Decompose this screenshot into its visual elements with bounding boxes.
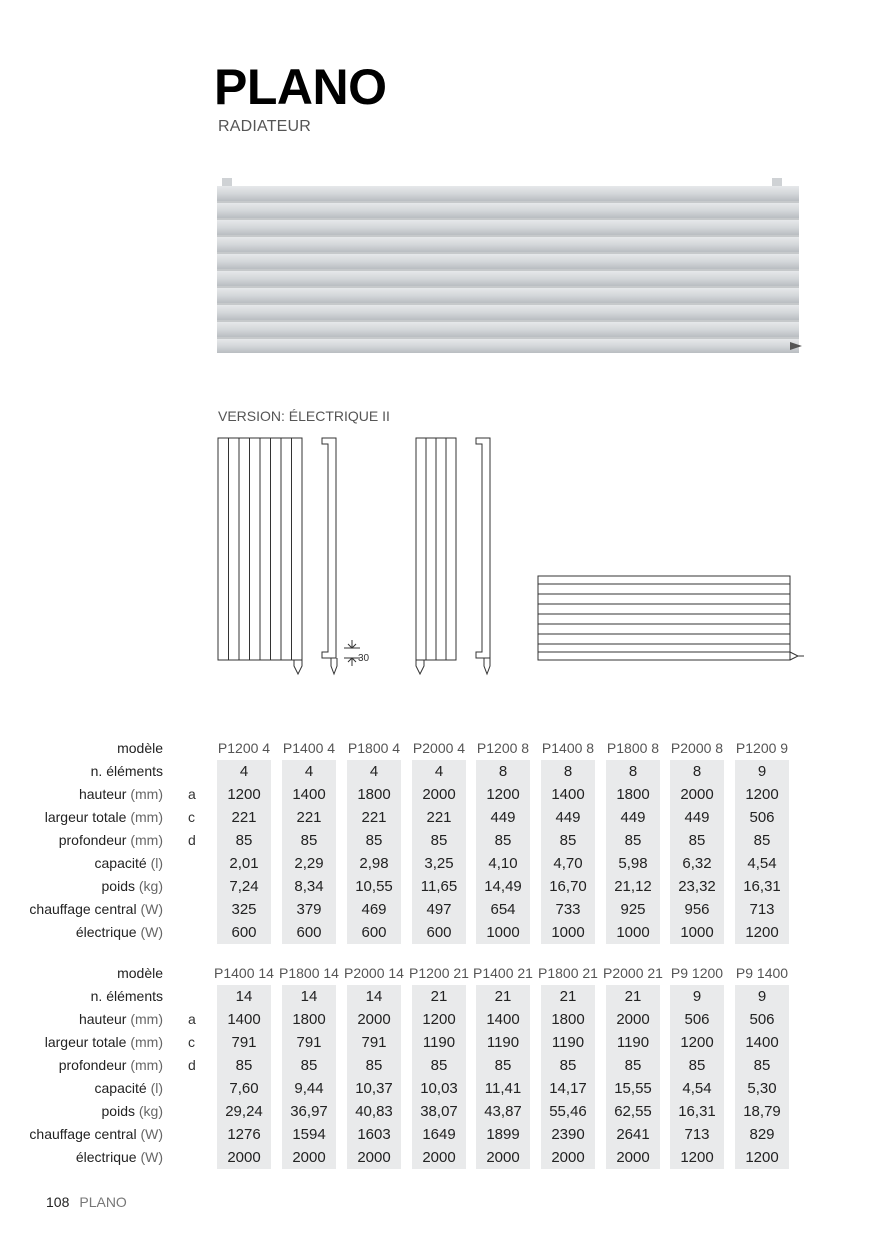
table-cell: 713 [670, 1123, 724, 1146]
table-cell: 221 [347, 806, 401, 829]
table-cell: 1800 [282, 1008, 336, 1031]
dimension-letter: c [188, 1034, 195, 1050]
table-cell: 85 [606, 1054, 660, 1077]
table-cell: 5,98 [606, 852, 660, 875]
table-cell: 654 [476, 898, 530, 921]
table-cell: 8,34 [282, 875, 336, 898]
row-label [45, 1031, 163, 1054]
table-cell: 1800 [541, 1008, 595, 1031]
table-cell: 4 [217, 760, 271, 783]
radiator-photo [210, 172, 810, 362]
table-cell: 85 [476, 1054, 530, 1077]
model-header: P9 1400 [735, 965, 789, 981]
technical-drawing [210, 430, 810, 680]
table-cell: 7,24 [217, 875, 271, 898]
table-cell: 2,29 [282, 852, 336, 875]
table-cell: 221 [282, 806, 336, 829]
table-cell: 1200 [476, 783, 530, 806]
dimension-letter: d [188, 832, 196, 848]
table-cell: 5,30 [735, 1077, 789, 1100]
table-cell: 713 [735, 898, 789, 921]
table-cell: 506 [670, 1008, 724, 1031]
table-cell: 2000 [606, 1008, 660, 1031]
table-cell: 1200 [670, 1146, 724, 1169]
model-header: P2000 8 [670, 740, 724, 756]
table-cell: 1400 [282, 783, 336, 806]
row-label-text: poids [101, 878, 135, 894]
table-cell: 2000 [282, 1146, 336, 1169]
model-header: P1400 14 [214, 965, 274, 981]
table-cell: 85 [606, 829, 660, 852]
table-cell: 1800 [347, 783, 401, 806]
table-cell: 85 [347, 829, 401, 852]
table-row [0, 1008, 875, 1031]
table-cell: 600 [347, 921, 401, 944]
table-cell: 55,46 [541, 1100, 595, 1123]
row-label-text: électrique [75, 1149, 137, 1165]
table-cell: 14 [217, 985, 271, 1008]
table-cell: 8 [670, 760, 724, 783]
row-label-text: capacité [94, 855, 147, 871]
row-label-text: largeur totale [44, 1034, 127, 1050]
table-row [0, 1100, 875, 1123]
row-label [95, 1077, 163, 1100]
row-label-text: largeur totale [44, 809, 127, 825]
table-row [0, 783, 875, 806]
table-header-row [0, 962, 875, 985]
model-header: P1400 8 [541, 740, 595, 756]
row-label [59, 1054, 163, 1077]
table-cell: 85 [735, 829, 789, 852]
row-unit: (mm) [130, 1057, 163, 1073]
table-row [0, 760, 875, 783]
model-header: P1200 4 [217, 740, 271, 756]
model-header: P2000 21 [603, 965, 663, 981]
table-cell: 85 [670, 1054, 724, 1077]
table-cell: 1190 [541, 1031, 595, 1054]
row-label-text: n. éléments [90, 763, 163, 779]
table-cell: 829 [735, 1123, 789, 1146]
table-cell: 506 [735, 806, 789, 829]
table-cell: 1594 [282, 1123, 336, 1146]
row-label-text: hauteur [78, 1011, 127, 1027]
dimension-letter: a [188, 1011, 196, 1027]
table-cell: 36,97 [282, 1100, 336, 1123]
table-cell: 600 [412, 921, 466, 944]
table-cell: 21 [412, 985, 466, 1008]
table-cell: 6,32 [670, 852, 724, 875]
row-label [29, 1123, 163, 1146]
row-label-text: chauffage central [29, 901, 137, 917]
page-subtitle: RADIATEUR [218, 118, 312, 135]
table-cell: 449 [670, 806, 724, 829]
table-cell: 4 [347, 760, 401, 783]
table-cell: 325 [217, 898, 271, 921]
table-cell: 85 [282, 829, 336, 852]
page-number: 108 [46, 1194, 70, 1210]
table-cell: 9 [670, 985, 724, 1008]
row-label-text: profondeur [58, 832, 127, 848]
table-cell: 85 [412, 829, 466, 852]
table-header-row [0, 737, 875, 760]
table-cell: 85 [735, 1054, 789, 1077]
row-unit: (kg) [138, 878, 163, 894]
table-cell: 14,17 [541, 1077, 595, 1100]
table-cell: 11,65 [412, 875, 466, 898]
table-cell: 14,49 [476, 875, 530, 898]
table-cell: 2000 [606, 1146, 660, 1169]
table-cell: 38,07 [412, 1100, 466, 1123]
row-unit: (mm) [130, 809, 163, 825]
row-label [79, 783, 163, 806]
model-header: P1200 8 [476, 740, 530, 756]
row-unit: (l) [150, 1080, 163, 1096]
row-label-text: capacité [94, 1080, 147, 1096]
table-cell: 2000 [347, 1008, 401, 1031]
table-cell: 1200 [217, 783, 271, 806]
table-cell: 15,55 [606, 1077, 660, 1100]
table-cell: 2000 [412, 783, 466, 806]
table-cell: 1190 [412, 1031, 466, 1054]
model-header: P2000 4 [412, 740, 466, 756]
table-cell: 85 [282, 1054, 336, 1077]
table-cell: 29,24 [217, 1100, 271, 1123]
table-row [0, 806, 875, 829]
row-label [95, 852, 163, 875]
table-row [0, 898, 875, 921]
table-cell: 449 [541, 806, 595, 829]
table-row [0, 875, 875, 898]
row-label [76, 921, 163, 944]
table-cell: 2641 [606, 1123, 660, 1146]
table-cell: 733 [541, 898, 595, 921]
row-label: modèle [117, 965, 163, 981]
table-cell: 2390 [541, 1123, 595, 1146]
table-cell: 2000 [476, 1146, 530, 1169]
row-label [91, 760, 163, 783]
version-label: VERSION: ÉLECTRIQUE II [218, 408, 390, 424]
table-cell: 2,98 [347, 852, 401, 875]
table-cell: 2000 [670, 783, 724, 806]
table-cell: 9 [735, 760, 789, 783]
table-cell: 791 [347, 1031, 401, 1054]
row-label-text: chauffage central [29, 1126, 137, 1142]
table-cell: 21 [476, 985, 530, 1008]
table-cell: 1649 [412, 1123, 466, 1146]
table-cell: 379 [282, 898, 336, 921]
table-cell: 62,55 [606, 1100, 660, 1123]
table-cell: 7,60 [217, 1077, 271, 1100]
table-cell: 23,32 [670, 875, 724, 898]
table-row [0, 1031, 875, 1054]
table-cell: 1200 [670, 1031, 724, 1054]
table-cell: 1603 [347, 1123, 401, 1146]
table-row [0, 829, 875, 852]
row-label [59, 829, 163, 852]
table-cell: 11,41 [476, 1077, 530, 1100]
table-cell: 469 [347, 898, 401, 921]
model-header: P9 1200 [670, 965, 724, 981]
table-cell: 506 [735, 1008, 789, 1031]
table-cell: 1400 [541, 783, 595, 806]
model-header: P2000 14 [344, 965, 404, 981]
table-cell: 1000 [541, 921, 595, 944]
table-cell: 21 [541, 985, 595, 1008]
table-row [0, 985, 875, 1008]
table-cell: 2000 [217, 1146, 271, 1169]
table-cell: 4 [412, 760, 466, 783]
table-cell: 1276 [217, 1123, 271, 1146]
row-label [45, 806, 163, 829]
table-cell: 1400 [735, 1031, 789, 1054]
row-label [91, 985, 163, 1008]
table-cell: 85 [476, 829, 530, 852]
table-cell: 4,54 [735, 852, 789, 875]
table-cell: 1200 [735, 783, 789, 806]
row-unit: (W) [140, 1126, 163, 1142]
page-footer [46, 1194, 127, 1210]
table-cell: 9 [735, 985, 789, 1008]
table-cell: 10,55 [347, 875, 401, 898]
table-cell: 1000 [476, 921, 530, 944]
table-cell: 791 [282, 1031, 336, 1054]
table-cell: 8 [476, 760, 530, 783]
dimension-letter: d [188, 1057, 196, 1073]
table-cell: 1899 [476, 1123, 530, 1146]
dimension-letter: c [188, 809, 195, 825]
table-cell: 14 [282, 985, 336, 1008]
table-cell: 85 [541, 1054, 595, 1077]
model-header: P1800 21 [538, 965, 598, 981]
row-label [29, 898, 163, 921]
table-cell: 4 [282, 760, 336, 783]
table-cell: 85 [217, 829, 271, 852]
table-cell: 4,54 [670, 1077, 724, 1100]
model-header: P1400 4 [282, 740, 336, 756]
table-cell: 85 [412, 1054, 466, 1077]
table-cell: 600 [217, 921, 271, 944]
footer-product-name: PLANO [79, 1194, 127, 1210]
table-cell: 2000 [347, 1146, 401, 1169]
table-cell: 1190 [606, 1031, 660, 1054]
model-header: P1200 9 [735, 740, 789, 756]
table-cell: 43,87 [476, 1100, 530, 1123]
row-label: modèle [117, 740, 163, 756]
table-cell: 8 [606, 760, 660, 783]
table-cell: 1200 [735, 921, 789, 944]
table-cell: 4,70 [541, 852, 595, 875]
table-cell: 449 [476, 806, 530, 829]
table-cell: 791 [217, 1031, 271, 1054]
table-cell: 600 [282, 921, 336, 944]
table-cell: 85 [541, 829, 595, 852]
dimension-letter: a [188, 786, 196, 802]
table-cell: 1200 [735, 1146, 789, 1169]
row-label-text: profondeur [58, 1057, 127, 1073]
table-cell: 18,79 [735, 1100, 789, 1123]
row-unit: (W) [140, 924, 163, 940]
row-label-text: électrique [75, 924, 137, 940]
model-header: P1800 8 [606, 740, 660, 756]
table-cell: 9,44 [282, 1077, 336, 1100]
table-cell: 2,01 [217, 852, 271, 875]
table-cell: 925 [606, 898, 660, 921]
row-unit: (W) [140, 1149, 163, 1165]
table-cell: 497 [412, 898, 466, 921]
table-cell: 1400 [476, 1008, 530, 1031]
table-cell: 85 [347, 1054, 401, 1077]
table-cell: 221 [217, 806, 271, 829]
table-cell: 1000 [670, 921, 724, 944]
table-cell: 10,03 [412, 1077, 466, 1100]
table-row [0, 1123, 875, 1146]
table-cell: 16,31 [670, 1100, 724, 1123]
model-header: P1800 14 [279, 965, 339, 981]
table-cell: 14 [347, 985, 401, 1008]
row-unit: (kg) [138, 1103, 163, 1119]
table-row [0, 852, 875, 875]
dimension-label: 30 [358, 653, 370, 664]
table-cell: 1190 [476, 1031, 530, 1054]
table-cell: 221 [412, 806, 466, 829]
table-cell: 956 [670, 898, 724, 921]
table-cell: 2000 [541, 1146, 595, 1169]
row-label [102, 1100, 163, 1123]
row-label-text: poids [101, 1103, 135, 1119]
table-cell: 8 [541, 760, 595, 783]
table-cell: 85 [217, 1054, 271, 1077]
table-cell: 1800 [606, 783, 660, 806]
table-cell: 449 [606, 806, 660, 829]
row-unit: (mm) [130, 1011, 163, 1027]
table-cell: 16,31 [735, 875, 789, 898]
page-title: PLANO [214, 59, 387, 115]
table-row [0, 1146, 875, 1169]
table-cell: 1400 [217, 1008, 271, 1031]
row-label [102, 875, 163, 898]
table-cell: 1200 [412, 1008, 466, 1031]
table-row [0, 921, 875, 944]
table-cell: 16,70 [541, 875, 595, 898]
table-cell: 10,37 [347, 1077, 401, 1100]
table-row [0, 1077, 875, 1100]
table-cell: 85 [670, 829, 724, 852]
row-unit: (l) [150, 855, 163, 871]
model-header: P1400 21 [473, 965, 533, 981]
model-header: P1200 21 [409, 965, 469, 981]
model-header: P1800 4 [347, 740, 401, 756]
table-cell: 2000 [412, 1146, 466, 1169]
table-cell: 3,25 [412, 852, 466, 875]
row-unit: (W) [140, 901, 163, 917]
table-cell: 21 [606, 985, 660, 1008]
row-label-text: n. éléments [90, 988, 163, 1004]
table-row [0, 1054, 875, 1077]
table-cell: 40,83 [347, 1100, 401, 1123]
table-cell: 21,12 [606, 875, 660, 898]
row-unit: (mm) [130, 786, 163, 802]
row-label [76, 1146, 163, 1169]
row-label-text: hauteur [78, 786, 127, 802]
row-label [79, 1008, 163, 1031]
row-unit: (mm) [130, 1034, 163, 1050]
table-cell: 1000 [606, 921, 660, 944]
table-cell: 4,10 [476, 852, 530, 875]
row-unit: (mm) [130, 832, 163, 848]
